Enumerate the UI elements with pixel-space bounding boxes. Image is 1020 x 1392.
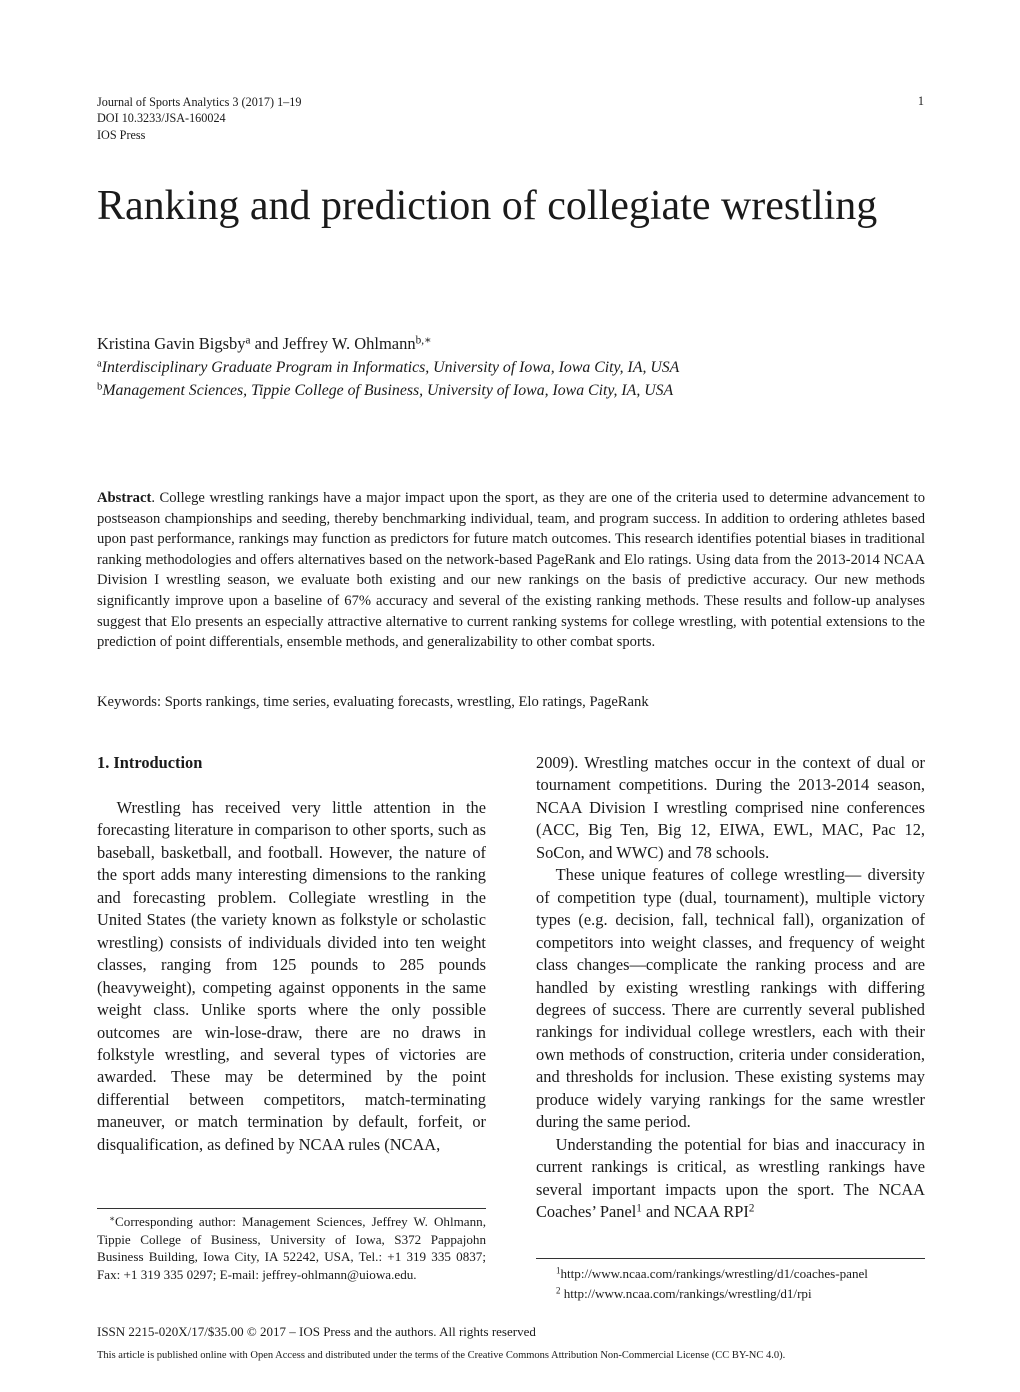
journal-citation: Journal of Sports Analytics 3 (2017) 1–19 xyxy=(97,95,302,109)
affiliation-marker: a xyxy=(245,334,251,347)
affiliation-text: Interdisciplinary Graduate Program in Informatics, University of Iowa, Iowa City, IA, USA xyxy=(101,359,680,376)
footnote-1 xyxy=(556,1263,868,1284)
footnote-url[interactable]: http://www.ncaa.com/rankings/wrestling/d1/coaches-panel xyxy=(560,1266,868,1281)
paragraph-text: and NCAA RPI xyxy=(641,1202,749,1222)
doi: DOI 10.3233/JSA-160024 xyxy=(97,111,226,126)
right-column xyxy=(536,752,925,1224)
issn-line: ISSN 2215-020X/17/$35.00 © 2017 – IOS Press and the authors. All rights reserved xyxy=(97,1324,536,1339)
footnote-mark: ∗ xyxy=(109,1213,116,1224)
footnote-url[interactable]: http://www.ncaa.com/rankings/wrestling/d1/rpi xyxy=(560,1286,812,1301)
footnote-2 xyxy=(556,1283,812,1304)
body-paragraph: 2009). Wrestling matches occur in the context of dual or tournament competitions. During the 2013-2014 season, NCAA Division I wrestling comprised nine conferences (ACC, Big Ten, Big 12, EIWA, EWL, MAC, Pac 12, SoCon, and WWC) and 78 schools. xyxy=(536,753,925,862)
abstract-text: . College wrestling rankings have a major impact upon the sport, as they are one of the criteria used to determine advancement to postseason championships and seeding, thereby benchmarking individual, team, and program success. In addition to ordering athletes based upon past performance, rankings may function as predictors for future match outcomes. This research identifies potential biases in traditional ranking methodologies and offers alternatives based on the network-based PageRank and Elo ratings. Using data from the 2013-2014 NCAA Division I wrestling season, we evaluate both existing and our new rankings on the basis of predictive accuracy. Our new methods significantly improve upon a baseline of 67% accuracy and several of the existing ranking methods. These results and follow-up analyses suggest that Elo presents an especially attractive alternative to current ranking systems for college wrestling, with potential extensions to the prediction of point differentials, ensemble methods, and generalizability to other combat sports. xyxy=(97,490,925,651)
footnote-rule xyxy=(97,1208,486,1209)
affiliation-marker: a xyxy=(97,357,102,370)
affiliation-text: Management Sciences, Tippie College of Business, University of Iowa, Iowa City, IA, USA xyxy=(102,382,674,399)
author-name: Kristina Gavin Bigsby xyxy=(97,334,246,353)
section-heading: 1. Introduction xyxy=(97,753,203,772)
author-separator: and xyxy=(250,334,283,353)
paragraph-text: Understanding the potential for bias and inaccuracy in current rankings is critical, as wrestling rankings have several important impacts upon the sport. The NCAA Coaches’ Panel xyxy=(536,1134,925,1222)
left-column xyxy=(97,797,486,1156)
body-paragraph xyxy=(536,1134,925,1224)
paper-title: Ranking and prediction of collegiate wrestling xyxy=(97,183,878,229)
affiliation xyxy=(97,357,679,379)
footnote-ref: 2 xyxy=(748,1202,755,1215)
license-line: This article is published online with Open Access and distributed under the terms of the Creative Commons Attribution Non-Commercial License (CC BY-NC 4.0). xyxy=(97,1350,786,1361)
affiliation-marker: b xyxy=(97,380,103,393)
abstract-label: Abstract xyxy=(97,490,152,506)
corresponding-author-footnote xyxy=(97,1213,486,1283)
author-list xyxy=(97,333,432,355)
journal-header xyxy=(97,94,301,143)
footnote-mark: 2 xyxy=(556,1285,561,1296)
keywords: Keywords: Sports rankings, time series, evaluating forecasts, wrestling, Elo ratings, PageRank xyxy=(97,694,649,710)
abstract xyxy=(97,488,925,653)
affiliation-marker: b,∗ xyxy=(415,334,432,347)
footnote-text: Corresponding author: Management Sciences, Jeffrey W. Ohlmann, Tippie College of Business, University of Iowa, S372 Pappajohn Business Building, Iowa City, IA 52242, USA, Tel.: +1 319 335 0837; Fax: +1 319 335 0297; E-mail: jeffrey-ohlmann@uiowa.edu. xyxy=(97,1214,486,1282)
publisher: IOS Press xyxy=(97,127,146,142)
page-number: 1 xyxy=(917,94,924,108)
footnote-ref: 1 xyxy=(636,1202,642,1215)
affiliation xyxy=(97,380,673,402)
footnote-rule xyxy=(536,1258,925,1259)
footnote-mark: 1 xyxy=(556,1265,561,1276)
body-paragraph: Wrestling has received very little attention in the forecasting literature in comparison to other sports, such as baseball, basketball, and football. However, the nature of the sport adds many interesting dimensions to the ranking and forecasting problem. Collegiate wrestling in the United States (the variety known as folkstyle or scholastic wrestling) consists of individuals divided into ten weight classes, ranging from 125 pounds to 285 pounds (heavyweight), competing against opponents in the same weight class. Unlike sports where the only possible outcomes are win-lose-draw, there are no draws in folkstyle wrestling, and several types of victories are awarded. These may be determined by the point differential between competitors, match-terminating maneuver, or match termination by default, forfeit, or disqualification, as defined by NCAA rules (NCAA, xyxy=(97,798,486,1154)
author-name: Jeffrey W. Ohlmann xyxy=(282,334,416,353)
body-paragraph: These unique features of college wrestling— diversity of competition type (dual, tournament), multiple victory types (e.g. decision, fall, technical fall), organization of competitors into weight classes, and frequency of weight class changes—complicate the ranking process and are handled by existing wrestling rankings with differing degrees of success. There are currently several published rankings for individual college wrestlers, each with their own methods of construction, criteria under consideration, and thresholds for inclusion. These existing systems may produce widely varying rankings for the same wrestler during the same period. xyxy=(536,865,925,1132)
